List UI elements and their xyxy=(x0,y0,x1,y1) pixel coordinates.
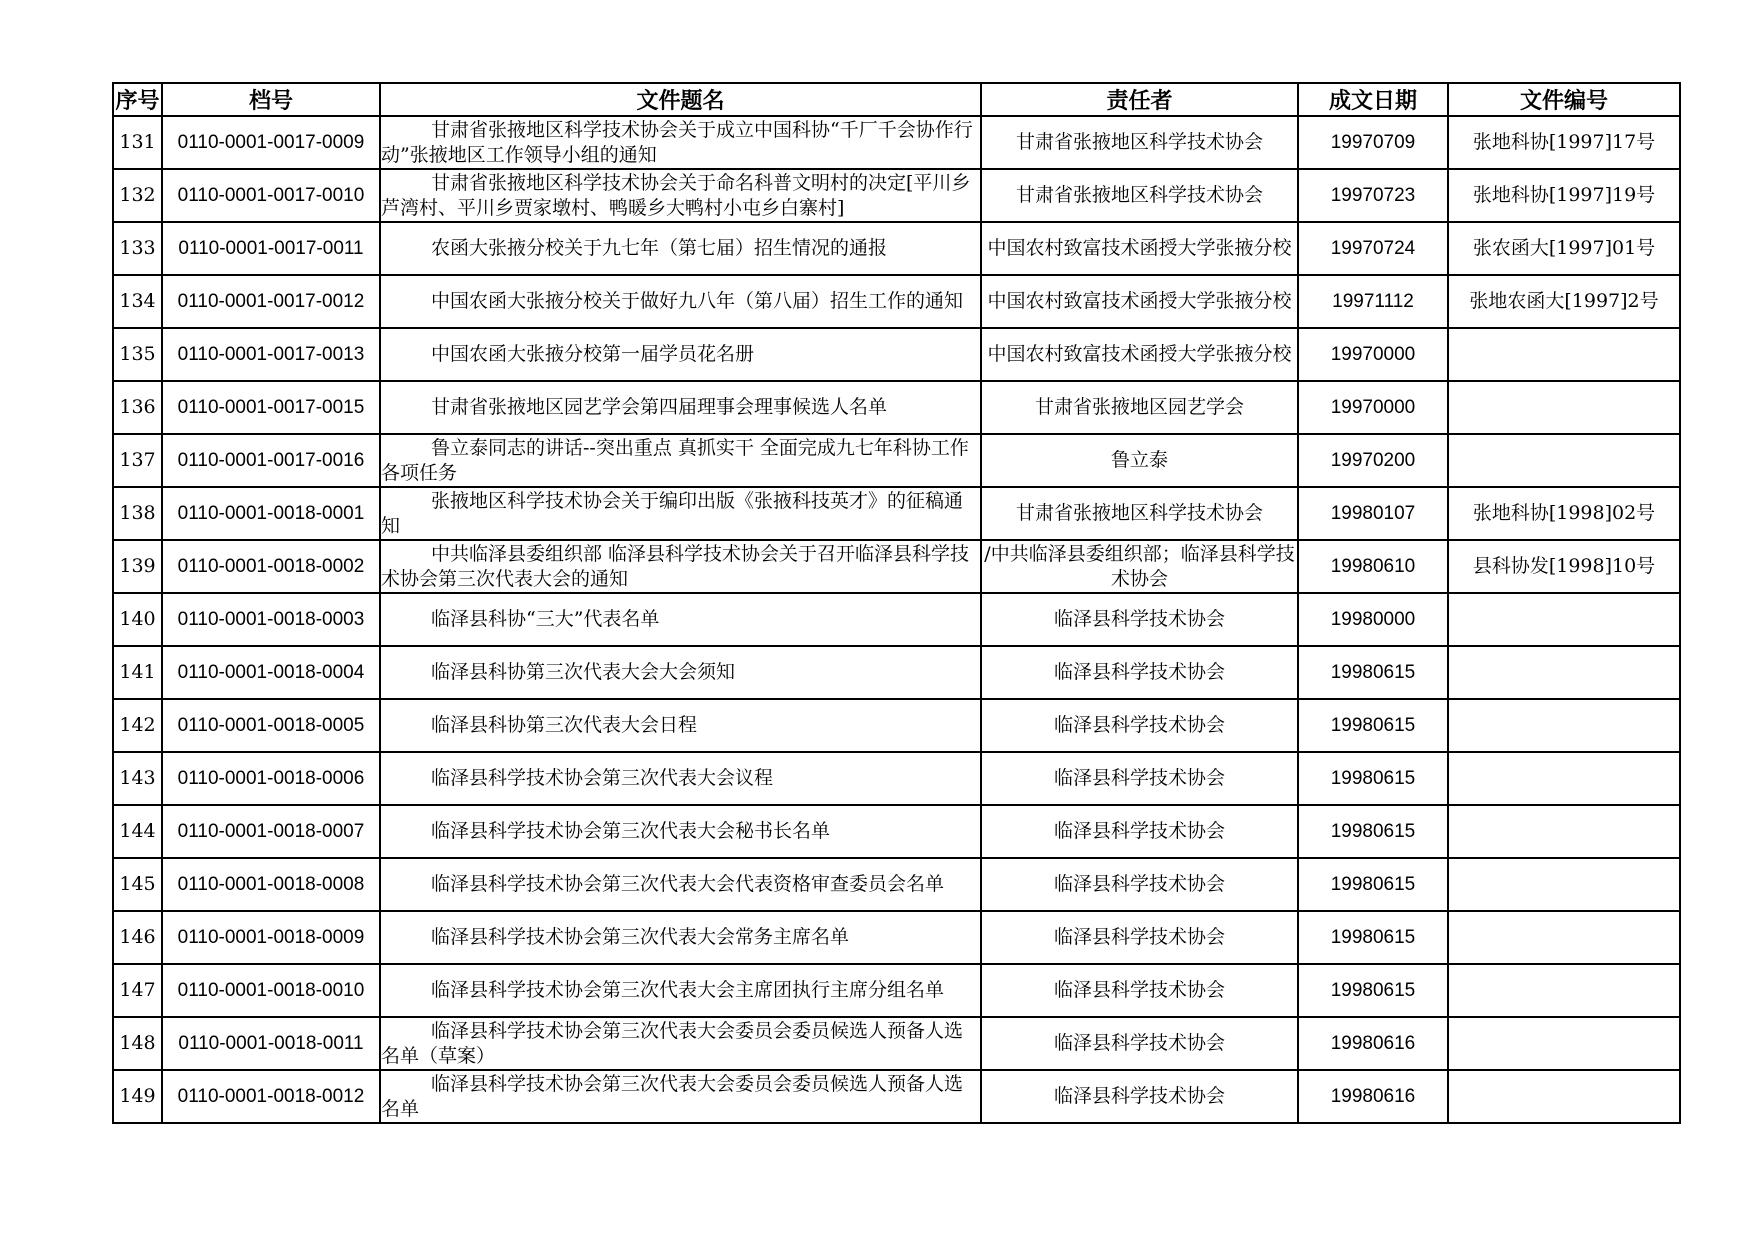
cell-title: 临泽县科学技术协会第三次代表大会代表资格审查委员会名单 xyxy=(380,858,981,911)
cell-archive-no: 0110-0001-0017-0010 xyxy=(162,169,380,222)
table-row xyxy=(113,699,1680,752)
cell-archive-no: 0110-0001-0017-0016 xyxy=(162,434,380,487)
cell-responsible: 中国农村致富技术函授大学张掖分校 xyxy=(981,222,1298,275)
table-row xyxy=(113,275,1680,328)
cell-responsible: 临泽县科学技术协会 xyxy=(981,646,1298,699)
cell-responsible: 临泽县科学技术协会 xyxy=(981,752,1298,805)
table-body xyxy=(113,116,1680,1123)
cell-doc-no xyxy=(1448,381,1680,434)
cell-seq: 136 xyxy=(113,381,162,434)
cell-title: 鲁立泰同志的讲话--突出重点 真抓实干 全面完成九七年科协工作各项任务 xyxy=(380,434,981,487)
header-date: 成文日期 xyxy=(1298,83,1448,116)
cell-responsible: 甘肃省张掖地区科学技术协会 xyxy=(981,169,1298,222)
cell-title: 中国农函大张掖分校第一届学员花名册 xyxy=(380,328,981,381)
cell-date: 19980615 xyxy=(1298,964,1448,1017)
table-row xyxy=(113,222,1680,275)
cell-date: 19980616 xyxy=(1298,1070,1448,1123)
cell-doc-no xyxy=(1448,593,1680,646)
cell-doc-no xyxy=(1448,434,1680,487)
cell-doc-no xyxy=(1448,964,1680,1017)
table-row xyxy=(113,381,1680,434)
cell-responsible: 临泽县科学技术协会 xyxy=(981,1070,1298,1123)
cell-date: 19980615 xyxy=(1298,911,1448,964)
cell-responsible: 临泽县科学技术协会 xyxy=(981,964,1298,1017)
cell-seq: 147 xyxy=(113,964,162,1017)
cell-title: 甘肃省张掖地区科学技术协会关于成立中国科协“千厂千会协作行动”张掖地区工作领导小组的通知 xyxy=(380,116,981,169)
cell-seq: 135 xyxy=(113,328,162,381)
cell-title: 临泽县科学技术协会第三次代表大会秘书长名单 xyxy=(380,805,981,858)
cell-archive-no: 0110-0001-0017-0013 xyxy=(162,328,380,381)
cell-doc-no: 县科协发[1998]10号 xyxy=(1448,540,1680,593)
table-row xyxy=(113,434,1680,487)
cell-responsible: 鲁立泰 xyxy=(981,434,1298,487)
cell-seq: 131 xyxy=(113,116,162,169)
table-row xyxy=(113,116,1680,169)
cell-archive-no: 0110-0001-0018-0001 xyxy=(162,487,380,540)
cell-responsible: /中共临泽县委组织部；临泽县科学技术协会 xyxy=(981,540,1298,593)
cell-title: 临泽县科协第三次代表大会大会须知 xyxy=(380,646,981,699)
cell-seq: 143 xyxy=(113,752,162,805)
cell-archive-no: 0110-0001-0018-0008 xyxy=(162,858,380,911)
cell-title: 临泽县科协“三大”代表名单 xyxy=(380,593,981,646)
cell-doc-no xyxy=(1448,699,1680,752)
cell-date: 19980615 xyxy=(1298,858,1448,911)
cell-doc-no: 张农函大[1997]01号 xyxy=(1448,222,1680,275)
cell-doc-no: 张地农函大[1997]2号 xyxy=(1448,275,1680,328)
cell-seq: 137 xyxy=(113,434,162,487)
cell-seq: 132 xyxy=(113,169,162,222)
cell-seq: 146 xyxy=(113,911,162,964)
cell-archive-no: 0110-0001-0018-0005 xyxy=(162,699,380,752)
cell-doc-no xyxy=(1448,805,1680,858)
cell-doc-no: 张地科协[1997]17号 xyxy=(1448,116,1680,169)
cell-date: 19980615 xyxy=(1298,752,1448,805)
cell-archive-no: 0110-0001-0018-0012 xyxy=(162,1070,380,1123)
cell-seq: 144 xyxy=(113,805,162,858)
cell-archive-no: 0110-0001-0018-0010 xyxy=(162,964,380,1017)
cell-archive-no: 0110-0001-0017-0012 xyxy=(162,275,380,328)
cell-responsible: 临泽县科学技术协会 xyxy=(981,593,1298,646)
cell-seq: 140 xyxy=(113,593,162,646)
cell-archive-no: 0110-0001-0018-0006 xyxy=(162,752,380,805)
cell-date: 19970723 xyxy=(1298,169,1448,222)
cell-doc-no xyxy=(1448,752,1680,805)
cell-date: 19980000 xyxy=(1298,593,1448,646)
cell-archive-no: 0110-0001-0018-0002 xyxy=(162,540,380,593)
cell-date: 19970000 xyxy=(1298,328,1448,381)
cell-date: 19980610 xyxy=(1298,540,1448,593)
cell-title: 临泽县科学技术协会第三次代表大会主席团执行主席分组名单 xyxy=(380,964,981,1017)
cell-archive-no: 0110-0001-0017-0015 xyxy=(162,381,380,434)
cell-archive-no: 0110-0001-0018-0011 xyxy=(162,1017,380,1070)
table-row xyxy=(113,646,1680,699)
cell-doc-no xyxy=(1448,1070,1680,1123)
cell-date: 19970709 xyxy=(1298,116,1448,169)
header-row xyxy=(113,83,1680,116)
cell-seq: 138 xyxy=(113,487,162,540)
cell-doc-no xyxy=(1448,858,1680,911)
table-row xyxy=(113,805,1680,858)
cell-archive-no: 0110-0001-0017-0011 xyxy=(162,222,380,275)
cell-seq: 145 xyxy=(113,858,162,911)
cell-seq: 134 xyxy=(113,275,162,328)
table-header xyxy=(113,83,1680,116)
cell-responsible: 甘肃省张掖地区园艺学会 xyxy=(981,381,1298,434)
cell-title: 中国农函大张掖分校关于做好九八年（第八届）招生工作的通知 xyxy=(380,275,981,328)
cell-seq: 142 xyxy=(113,699,162,752)
cell-archive-no: 0110-0001-0018-0007 xyxy=(162,805,380,858)
cell-responsible: 临泽县科学技术协会 xyxy=(981,911,1298,964)
cell-date: 19980107 xyxy=(1298,487,1448,540)
archive-table xyxy=(112,82,1681,1124)
cell-date: 19970200 xyxy=(1298,434,1448,487)
cell-date: 19980615 xyxy=(1298,646,1448,699)
cell-archive-no: 0110-0001-0017-0009 xyxy=(162,116,380,169)
header-doc-no: 文件编号 xyxy=(1448,83,1680,116)
cell-seq: 139 xyxy=(113,540,162,593)
header-responsible: 责任者 xyxy=(981,83,1298,116)
cell-title: 甘肃省张掖地区园艺学会第四届理事会理事候选人名单 xyxy=(380,381,981,434)
cell-date: 19970000 xyxy=(1298,381,1448,434)
cell-archive-no: 0110-0001-0018-0004 xyxy=(162,646,380,699)
cell-responsible: 中国农村致富技术函授大学张掖分校 xyxy=(981,275,1298,328)
cell-seq: 133 xyxy=(113,222,162,275)
cell-seq: 149 xyxy=(113,1070,162,1123)
cell-title: 中共临泽县委组织部 临泽县科学技术协会关于召开临泽县科学技术协会第三次代表大会的通知 xyxy=(380,540,981,593)
cell-responsible: 临泽县科学技术协会 xyxy=(981,699,1298,752)
cell-title: 张掖地区科学技术协会关于编印出版《张掖科技英才》的征稿通知 xyxy=(380,487,981,540)
cell-doc-no xyxy=(1448,646,1680,699)
cell-responsible: 临泽县科学技术协会 xyxy=(981,805,1298,858)
cell-date: 19980616 xyxy=(1298,1017,1448,1070)
table-row xyxy=(113,328,1680,381)
header-seq: 序号 xyxy=(113,83,162,116)
cell-title: 临泽县科学技术协会第三次代表大会常务主席名单 xyxy=(380,911,981,964)
cell-archive-no: 0110-0001-0018-0003 xyxy=(162,593,380,646)
cell-responsible: 甘肃省张掖地区科学技术协会 xyxy=(981,116,1298,169)
cell-title: 临泽县科学技术协会第三次代表大会委员会委员候选人预备人选名单（草案） xyxy=(380,1017,981,1070)
table-row xyxy=(113,169,1680,222)
cell-date: 19970724 xyxy=(1298,222,1448,275)
table-row xyxy=(113,964,1680,1017)
table-row xyxy=(113,858,1680,911)
table-row xyxy=(113,752,1680,805)
cell-doc-no: 张地科协[1998]02号 xyxy=(1448,487,1680,540)
cell-doc-no xyxy=(1448,328,1680,381)
table-row xyxy=(113,1070,1680,1123)
header-archive-no: 档号 xyxy=(162,83,380,116)
cell-responsible: 中国农村致富技术函授大学张掖分校 xyxy=(981,328,1298,381)
table-row xyxy=(113,540,1680,593)
cell-doc-no xyxy=(1448,911,1680,964)
table-row xyxy=(113,593,1680,646)
cell-responsible: 甘肃省张掖地区科学技术协会 xyxy=(981,487,1298,540)
cell-date: 19971112 xyxy=(1298,275,1448,328)
cell-seq: 148 xyxy=(113,1017,162,1070)
header-title: 文件题名 xyxy=(380,83,981,116)
cell-date: 19980615 xyxy=(1298,805,1448,858)
cell-doc-no xyxy=(1448,1017,1680,1070)
cell-title: 农函大张掖分校关于九七年（第七届）招生情况的通报 xyxy=(380,222,981,275)
cell-title: 甘肃省张掖地区科学技术协会关于命名科普文明村的决定[平川乡芦湾村、平川乡贾家墩村、鸭暖乡大鸭村小屯乡白寨村] xyxy=(380,169,981,222)
cell-title: 临泽县科学技术协会第三次代表大会议程 xyxy=(380,752,981,805)
cell-title: 临泽县科协第三次代表大会日程 xyxy=(380,699,981,752)
table-row xyxy=(113,487,1680,540)
cell-title: 临泽县科学技术协会第三次代表大会委员会委员候选人预备人选名单 xyxy=(380,1070,981,1123)
cell-seq: 141 xyxy=(113,646,162,699)
table-row xyxy=(113,911,1680,964)
table-row xyxy=(113,1017,1680,1070)
cell-date: 19980615 xyxy=(1298,699,1448,752)
cell-responsible: 临泽县科学技术协会 xyxy=(981,1017,1298,1070)
cell-archive-no: 0110-0001-0018-0009 xyxy=(162,911,380,964)
cell-doc-no: 张地科协[1997]19号 xyxy=(1448,169,1680,222)
cell-responsible: 临泽县科学技术协会 xyxy=(981,858,1298,911)
